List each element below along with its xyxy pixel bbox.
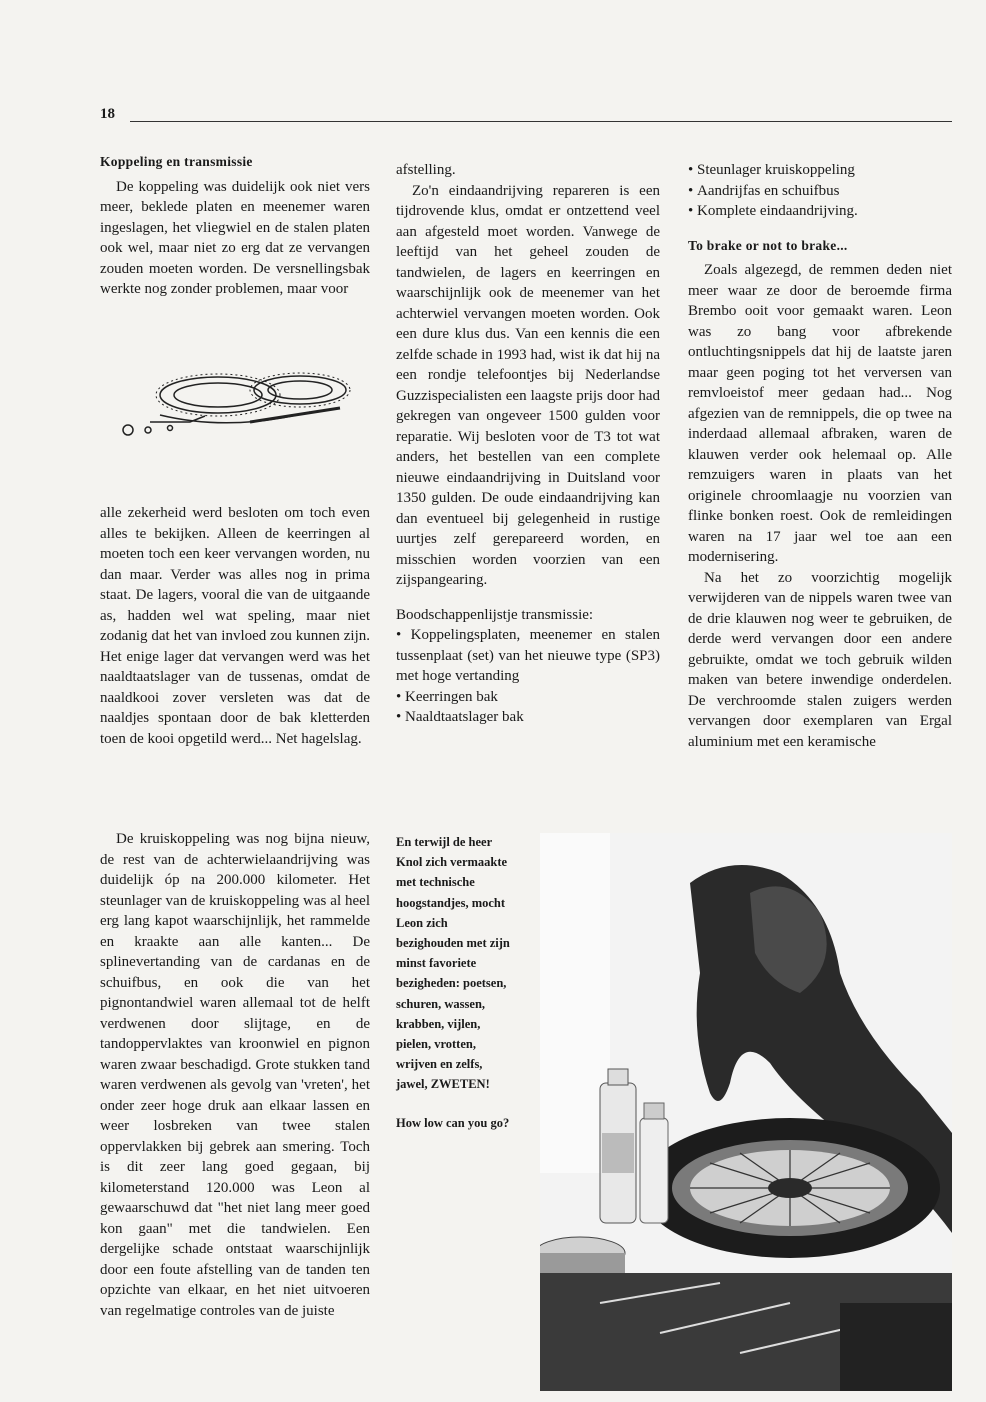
- bottle: [640, 1118, 668, 1223]
- right-paragraph-1: Zoals algezegd, de remmen deden niet meer waar ze door de beroemde firma Brembo ooit voor gemaakt waren. Leon was zo bang voor afbrekende ontluchtingsnippels dat hij de laatste jaren maar geen poging tot het verversen van remvloeistof meer gedaan had... Nog afgezien van de remnippels, die op twee na inderdaad allemaal afbraken, waren de klauwen verder ook helemaal op. Alle remzuigers waren in plaats van het originele chroomlaagje nu voorzien van flinke bonken roest. Ook de remleidingen waren na 17 jaar wel toe aan een modernisering.: [688, 262, 952, 565]
- list-item: • Steunlager kruiskoppeling: [688, 160, 952, 181]
- list-item: • Naaldtaatslager bak: [396, 707, 660, 728]
- shopping-list-title: Boodschappenlijstje transmissie:: [396, 606, 594, 623]
- transmission-list: [396, 625, 660, 728]
- middle-paragraph-1: afstelling.: [396, 162, 456, 178]
- left-paragraph-3: De kruiskoppeling was nog bijna nieuw, de rest van de achterwielaandrijving was duidelijk óp na 200.000 kilometer. Het steunlager van de kruiskoppeling was al heel erg lang kapot waarschijnlijk, het rammelde en kraakte aan alle kanten... De splinevertanding van de cardanas en de schuifbus, en ook die van het pignontandwiel waren allemaal tot de helft verdwenen door slijtage, en de tandoppervlaktes van kroonwiel en pignon waren zwaar beschadigd. Grote stukken tand waren verdwenen als gevolg van 'vreten', het onder zeer hoge druk aan elkaar lassen en weer losbreken van twee stalen oppervlakken bij gebrek aan smering. Toch is dit zeer lang goed gegaan, bij kilometerstand 120.000 was Leon al gewaarschuwd dat "het niet lang meer goed kon gaan" met die tandwielen. Een dergelijke schade ontstaat waarschijnlijk door een foute afstelling van de tanden ten opzichte van elkaar, en het niet uitvoeren van regelmatige controles van de juiste: [100, 831, 370, 1319]
- section-heading-koppeling: Koppeling en transmissie: [100, 154, 253, 169]
- middle-column: [396, 160, 660, 728]
- right-paragraph-2: Na het zo voorzichtig mogelijk verwijderen van de nippels waren twee van de drie klauwen nog weer te gebruiken, de derde werd vervangen door een andere gebruikte, omdat we toch gebruik wilden maken van betere inwendige onderdelen. De verchroomde stalen zuigers werden vervangen door exemplaren van Ergal aluminium met een keramische: [688, 569, 952, 750]
- list-item: • Komplete eindaandrijving.: [688, 201, 952, 222]
- middle-paragraph-2: Zo'n eindaandrijving repareren is een tijdrovende klus, omdat er ontzettend veel aan afgesteld moet worden. Vanwege de leeftijd van het geheel zouden de tandwielen, de lagers en keerringen en waarschijnlijk ook de meenemer van het achterwiel vervangen moeten worden. Ook een dure klus dus. Van een kennis die een zelfde schade in 1993 had, wist ik dat hij na een rondje telefoontjes bij Nederlandse Guzzispecialisten een laagste prijs door had gekregen van ongeveer 1500 gulden voor reparatie. Wij besloten voor de T3 tot wat anders, het bestellen van een complete nieuwe eindaandrijving in Duitsland voor 1350 gulden. De oude eindaandrijving kan dan eventueel bij gelegenheid in rustige uurtjes zelf gerepareerd worden, en misschien worden voorzien van een zijspangearing.: [396, 182, 660, 588]
- right-list: [688, 160, 952, 222]
- list-item: • Keerringen bak: [396, 687, 660, 708]
- photo-caption: [396, 832, 514, 1133]
- right-column: [688, 160, 952, 752]
- caption-text: En terwijl de heer Knol zich vermaakte met technische hoogstandjes, mocht Leon zich bezighouden met zijn minst favoriete bezigheden: poetsen, schuren, wassen, krabben, vijlen, pielen, vrotten, wrijven en zelfs, jawel, ZWETEN!: [396, 835, 510, 1092]
- caption-tagline: How low can you go?: [396, 1115, 510, 1130]
- list-item: • Aandrijfas en schuifbus: [688, 181, 952, 202]
- left-paragraph-2: alle zekerheid werd besloten om toch even alles te bekijken. Alleen de keerringen al moeten toch een keer vervangen worden, nu dan maar. Verder was alles nog in prima staat. De lagers, vooral die van de uitgaande as, hadden wel wat speling, maar niet zodanig dat het van invloed zou kunnen zijn. Het enige lager dat vervangen werd was het naaldtaatslager van de tussenas, omdat de naaldkooi zover versleten was dat de naaldjes spontaan door de bak kletterden toen de kooi opgetild werd... Net hagelslag.: [100, 505, 370, 747]
- header-rule: [130, 121, 952, 122]
- left-column-bottom: [100, 829, 370, 1321]
- list-item: • Koppelingsplaten, meenemer en stalen tussenplaat (set) van het nieuwe type (SP3) met hoge vertanding: [396, 625, 660, 687]
- workshop-photo: [540, 833, 952, 1391]
- page-number: 18: [100, 106, 115, 122]
- left-column-top: [100, 152, 370, 300]
- left-paragraph-1: De koppeling was duidelijk ook niet vers meer, beklede platen en meenemer waren ingeslagen, het vliegwiel en de stalen platen ook wel, maar niet zo erg dat ze vervangen zouden moeten worden. De versnellingsbak werkte nog zonder problemen, maar voor: [100, 178, 370, 297]
- left-column-middle: [100, 503, 370, 749]
- gear-parts-illustration: [110, 350, 360, 460]
- section-heading-brake: To brake or not to brake...: [688, 237, 848, 253]
